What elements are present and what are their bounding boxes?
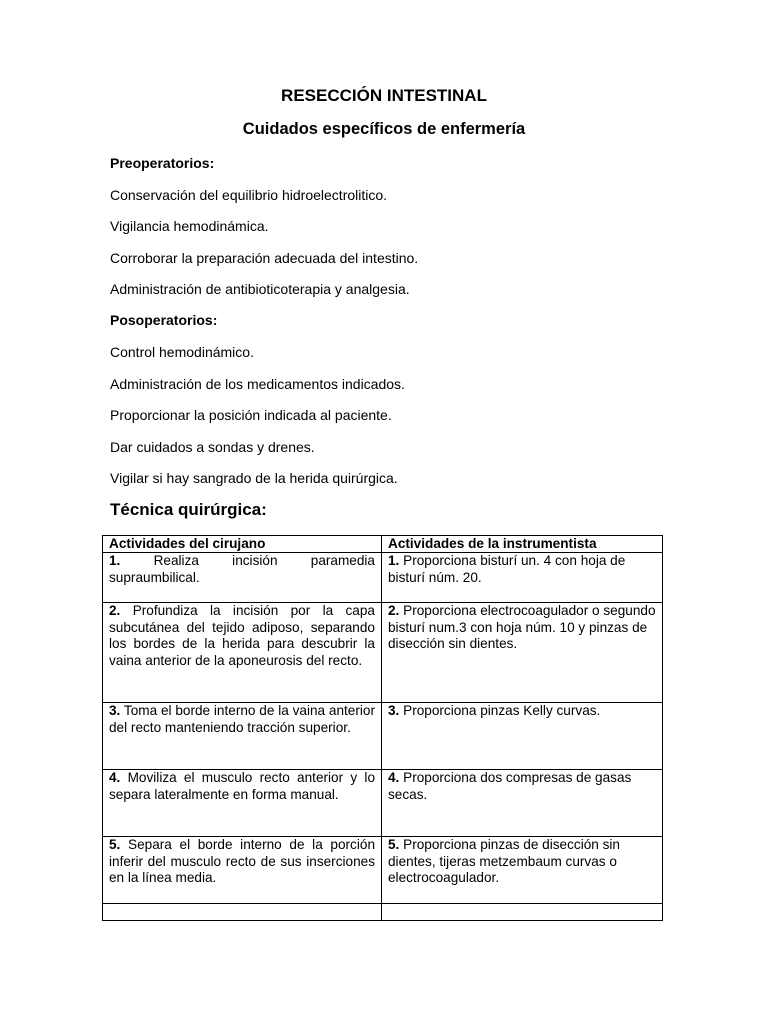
step-text: Moviliza el musculo recto anterior y lo separa lateralmente en forma manual.	[109, 770, 375, 802]
instrumentista-cell	[382, 703, 663, 770]
step-number: 4.	[109, 770, 121, 785]
empty-cell	[103, 904, 382, 921]
document-title: RESECCIÓN INTESTINAL	[281, 86, 487, 105]
step-text: Proporciona dos compresas de gasas secas.	[388, 770, 632, 802]
instrumentista-cell	[382, 837, 663, 904]
step-number: 3.	[388, 703, 400, 718]
posoperatorio-item: Control hemodinámico.	[110, 344, 254, 360]
table-row	[103, 603, 663, 703]
cirujano-cell	[103, 770, 382, 837]
step-number: 3.	[109, 703, 121, 718]
step-text: Proporciona pinzas de disección sin dientes, tijeras metzembaum curvas o electrocoagulador.	[388, 837, 620, 885]
step-number: 2.	[109, 603, 121, 618]
table-row	[103, 553, 663, 603]
step-text: Toma el borde interno de la vaina anterior del recto manteniendo tracción superior.	[109, 703, 375, 735]
instrumentista-cell	[382, 603, 663, 703]
empty-cell	[382, 904, 663, 921]
step-text: Proporciona electrocoagulador o segundo bisturí num.3 con hoja núm. 10 y pinzas de disección sin dientes.	[388, 603, 656, 651]
cirujano-cell	[103, 703, 382, 770]
step-number: 5.	[388, 837, 400, 852]
table-row	[103, 703, 663, 770]
table-header-row	[103, 536, 663, 553]
header-cirujano: Actividades del cirujano	[103, 536, 382, 553]
table-row-empty	[103, 904, 663, 921]
step-text: Proporciona bisturí un. 4 con hoja de bisturí núm. 20.	[388, 553, 626, 585]
posoperatorio-item: Administración de los medicamentos indicados.	[110, 376, 405, 392]
step-text: Proporciona pinzas Kelly curvas.	[403, 703, 601, 718]
posoperatorio-item: Vigilar si hay sangrado de la herida quirúrgica.	[110, 470, 398, 486]
cirujano-cell	[103, 603, 382, 703]
posoperatorios-heading: Posoperatorios:	[110, 312, 218, 328]
cirujano-cell	[103, 837, 382, 904]
step-text: Realiza incisión paramedia supraumbilical.	[109, 553, 375, 585]
step-number: 5.	[109, 837, 121, 852]
step-number: 1.	[109, 553, 121, 568]
preoperatorios-heading: Preoperatorios:	[110, 155, 215, 171]
activities-table	[102, 535, 663, 921]
posoperatorio-item: Dar cuidados a sondas y drenes.	[110, 439, 315, 455]
preoperatorio-item: Corroborar la preparación adecuada del intestino.	[110, 250, 419, 266]
instrumentista-cell	[382, 553, 663, 603]
posoperatorio-item: Proporcionar la posición indicada al paciente.	[110, 407, 392, 423]
step-number: 1.	[388, 553, 400, 568]
cirujano-cell	[103, 553, 382, 603]
header-instrumentista: Actividades de la instrumentista	[382, 536, 663, 553]
table-row	[103, 770, 663, 837]
preoperatorio-item: Administración de antibioticoterapia y analgesia.	[110, 281, 410, 297]
step-text: Profundiza la incisión por la capa subcutánea del tejido adiposo, separando los bordes de la herida para descubrir la vaina anterior de la aponeurosis del recto.	[109, 603, 375, 668]
table-row	[103, 837, 663, 904]
tecnica-heading: Técnica quirúrgica:	[110, 500, 267, 519]
step-text: Separa el borde interno de la porción inferir del musculo recto de sus inserciones en la línea media.	[109, 837, 375, 885]
instrumentista-cell	[382, 770, 663, 837]
preoperatorio-item: Conservación del equilibrio hidroelectrolitico.	[110, 187, 388, 203]
step-number: 2.	[388, 603, 400, 618]
step-number: 4.	[388, 770, 400, 785]
document-subtitle: Cuidados específicos de enfermería	[242, 120, 526, 138]
preoperatorio-item: Vigilancia hemodinámica.	[110, 218, 269, 234]
